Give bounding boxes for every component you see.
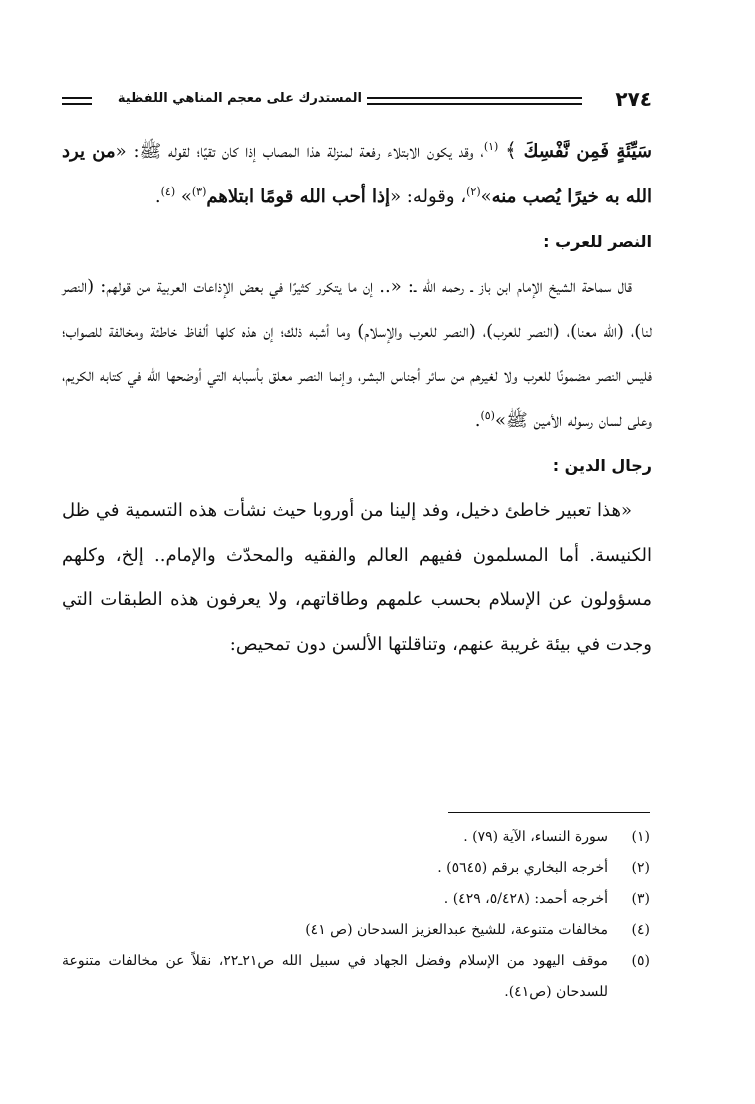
footnote-ref-1: (١) (483, 140, 499, 153)
section-heading-victory: النصر للعرب : (543, 232, 652, 251)
page-number: ٢٧٤ (615, 87, 652, 111)
footnote-text: موقف اليهود من الإسلام وفضل الجهاد في سبيل الله ص٢١ـ٢٢، نقلاً عن مخالفات متنوعة للسدحان (ص٤١). (62, 953, 608, 1000)
quote-close-1: » (480, 185, 492, 207)
quote-close-2: » (180, 185, 192, 207)
paragraph-1 (62, 128, 652, 219)
section-heading-clergy: رجال الدين : (552, 456, 652, 475)
footnote-text: أخرجه أحمد: (٥/٤٢٨، ٤٢٩) . (443, 891, 608, 907)
footnote-number: (٥) (631, 953, 650, 969)
paragraph-3-text: «هذا تعبير خاطئ دخيل، وفد إلينا من أوروبا حيث نشأت هذه التسمية في ظل الكنيسة. أما المسلمون ففيهم العالم والفقيه والمحدّث والإمام.. إلخ، وكلهم مسؤولون عن الإسلام بحسب علمهم وطاقاتهم، ولا يعرفون هذه الطبقات التي وجدت في بيئة غريبة عنهم، وتناقلتها الألسن دون تمحيص: (62, 500, 652, 655)
quran-bracket: ﴾ (505, 138, 517, 162)
hadith-1: من يرد الله به خيرًا يُصب منه (62, 141, 652, 207)
hadith-2: إذا أحب الله قومًا ابتلاهم (206, 185, 391, 207)
footnote-number: (٤) (631, 922, 650, 938)
paragraph-2 (62, 265, 652, 443)
footnote-ref-2: (٢) (466, 184, 481, 198)
running-title: المستدرك على معجم المناهي اللفظية (117, 91, 362, 106)
footnote (62, 853, 650, 884)
paragraph-2-end: . (474, 409, 481, 431)
footnote-text: مخالفات متنوعة، للشيخ عبدالعزيز السدحان (ص ٤١) (305, 922, 608, 938)
footnote-ref-3: (٣) (191, 184, 207, 198)
paragraph-1-text-a: ، وقد يكون الابتلاء رفعة لمنزلة هذا المصاب إذا كان تقيًا؛ لقوله ﷺ: « (115, 141, 484, 162)
footnote-separator (448, 812, 650, 813)
footnote-ref-4: (٤) (160, 184, 176, 198)
paragraph-1-text-b: ، وقوله: « (390, 185, 467, 207)
footnote-text: أخرجه البخاري برقم (٥٦٤٥) . (437, 860, 608, 876)
footnotes (62, 822, 650, 1008)
running-header (62, 86, 652, 114)
header-rule-left (62, 97, 92, 105)
footnote (62, 915, 650, 946)
footnote-text: سورة النساء، الآية (٧٩) . (463, 829, 608, 845)
paragraph-1-end: . (154, 185, 161, 207)
paragraph-2-text: قال سماحة الشيخ الإمام ابن باز ـ رحمه الله ـ: «.. إن ما يتكرر كثيرًا في بعض الإذاعات العربية من قولهم: (النصر لنا)، (الله معنا)، (النصر للعرب)، (النصر للعرب والإسلام) وما أشبه ذلك؛ إن هذه كلها ألفاظ خاطئة ومخالفة للصواب؛ فليس النصر مضمونًا للعرب ولا لغيرهم من سائر أجناس البشر، وإنما النصر معلق بأسبابه التي أوضحها الله في كتابه الكريم، وعلى لسان رسوله الأمين ﷺ» (62, 276, 653, 431)
header-rule-right (367, 97, 582, 105)
footnote-number: (٣) (631, 891, 650, 907)
paragraph-3 (62, 489, 652, 667)
footnote (62, 822, 650, 853)
footnote (62, 884, 650, 915)
quran-verse: سَيِّئَةٍ فَمِن نَّفْسِكَ (523, 141, 652, 162)
footnote (62, 946, 650, 1008)
main-text (62, 128, 652, 667)
footnote-number: (٢) (631, 860, 650, 876)
footnote-number: (١) (631, 829, 650, 845)
footnote-ref-5: (٥) (480, 408, 495, 422)
